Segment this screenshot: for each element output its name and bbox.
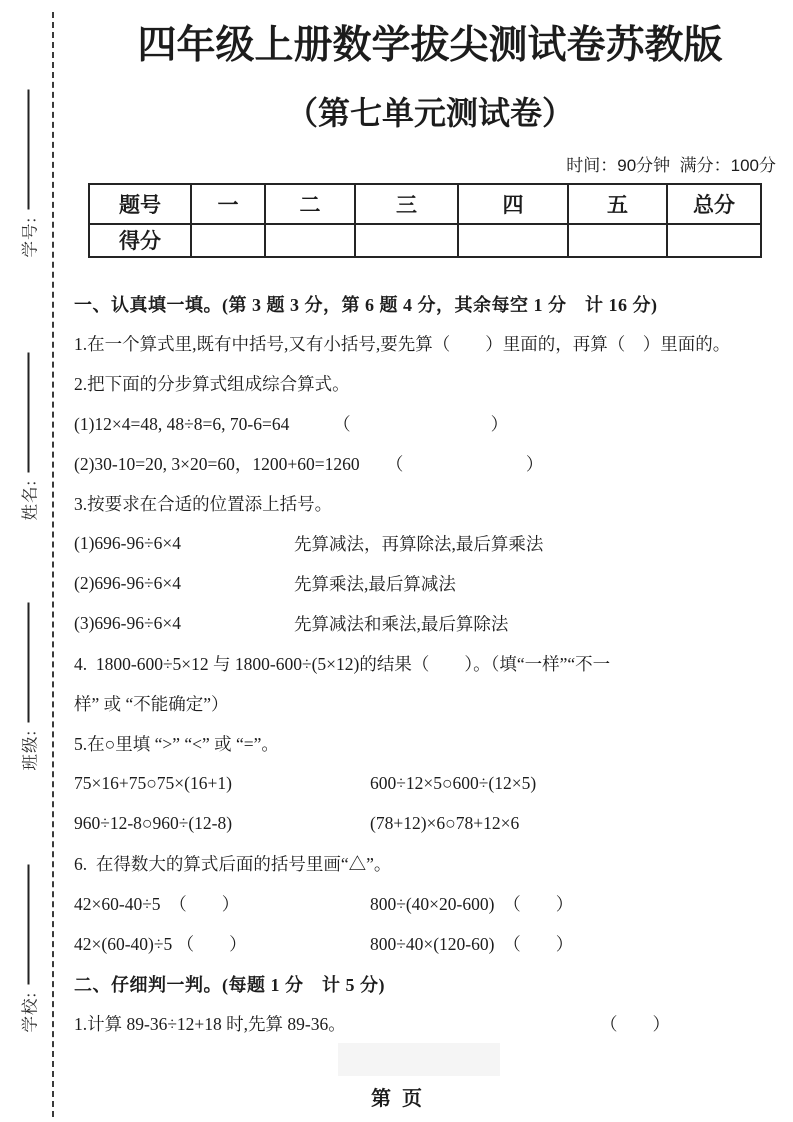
question-6: 6. 在得数大的算式后面的括号里画“△”。 [74,854,392,875]
question-lines [74,284,786,1044]
question-1: 1.在一个算式里,既有中括号,又有小括号,要先算（ ）里面的，再算（ ）里面的。 [74,334,731,355]
expression: 42×60-40÷5 （ ） [74,894,240,915]
col-one: 一 [191,184,265,224]
score-cell [355,224,458,257]
score-cell [667,224,761,257]
scan-watermark [338,1043,500,1076]
page-subtitle: （第七单元测试卷） [285,94,574,131]
student-name-label: 姓名: [20,479,40,521]
expression: (78+12)×6○78+12×6 [370,813,520,834]
col-three: 三 [355,184,458,224]
question-5-row-2 [74,804,786,844]
expression: 800÷40×(120-60) （ ） [370,934,574,955]
section-one-heading: 一、认真填一填。(第 3 题 3 分，第 6 题 4 分，其余每空 1 分 计 16 分) [74,294,658,315]
question-3-item-2 [74,564,786,604]
statement: 1.计算 89-36÷12+18 时,先算 89-36。 [74,1014,346,1035]
question-2-item-2: (2)30-10=20, 3×20=60，1200+60=1260 （ ） [74,454,544,475]
score-cell [191,224,265,257]
section-two-heading: 二、仔细判一判。(每题 1 分 计 5 分) [74,974,385,995]
col-total: 总分 [667,184,761,224]
instruction: 先算减法，再算除法,最后算乘法 [294,534,544,555]
question-5: 5.在○里填 “>” “<” 或 “=”。 [74,734,279,755]
instruction: 先算减法和乘法,最后算除法 [294,614,509,635]
answer-parentheses: （ ） [600,1014,670,1035]
student-id-label: 学号: [20,216,40,258]
question-5-row-1 [74,764,786,804]
expression: 960÷12-8○960÷(12-8) [74,813,233,834]
student-name-field [11,336,47,521]
expression: 75×16+75○75×(16+1) [74,773,232,794]
score-table-header-row [89,184,761,224]
question-2: 2.把下面的分步算式组成综合算式。 [74,374,350,395]
class-blank-line [28,603,30,723]
class-field [11,586,47,771]
dashed-cut-line [52,12,54,1117]
time-and-score-info: 时间：90分钟 满分：100分 [566,155,776,175]
question-4-line-1: 4. 1800-600÷5×12 与 1800-600÷(5×12)的结果（ ）。（填“一样”“不一 [74,654,611,675]
page-title: 四年级上册数学拔尖测试卷苏教版 [137,24,723,67]
page-number-footer: 第 页 [370,1088,423,1110]
question-6-row-2 [74,924,786,964]
expression: (1)696-96÷6×4 [74,533,181,554]
col-two: 二 [265,184,355,224]
question-4-line-2: 样” 或 “不能确定”） [74,694,229,715]
test-paper [74,22,786,1044]
question-6-row-1 [74,884,786,924]
col-five: 五 [568,184,667,224]
score-cell [568,224,667,257]
instruction: 先算乘法,最后算减法 [294,574,456,595]
student-name-blank-line [28,353,30,473]
expression: (2)696-96÷6×4 [74,573,181,594]
score-cell [458,224,568,257]
score-table [88,183,762,258]
expression: 800÷(40×20-600) （ ） [370,894,574,915]
question-number-header: 题号 [89,184,191,224]
expression: 42×(60-40)÷5 （ ） [74,934,247,955]
student-id-field [11,73,47,258]
school-field [11,848,47,1033]
question-2-item-1: (1)12×4=48, 48÷8=6, 70-6=64 （ ） [74,414,509,435]
school-label: 学校: [20,991,40,1033]
question-3-item-1 [74,524,786,564]
student-id-blank-line [28,90,30,210]
col-four: 四 [458,184,568,224]
question-3-item-3 [74,604,786,644]
question-3: 3.按要求在合适的位置添上括号。 [74,494,333,515]
expression: 600÷12×5○600÷(12×5) [370,773,537,794]
score-cell [265,224,355,257]
school-blank-line [28,865,30,985]
judge-question-1 [74,1004,786,1044]
class-label: 班级: [20,729,40,771]
score-row-label: 得分 [89,224,191,257]
score-table-score-row [89,224,761,257]
expression: (3)696-96÷6×4 [74,613,181,634]
